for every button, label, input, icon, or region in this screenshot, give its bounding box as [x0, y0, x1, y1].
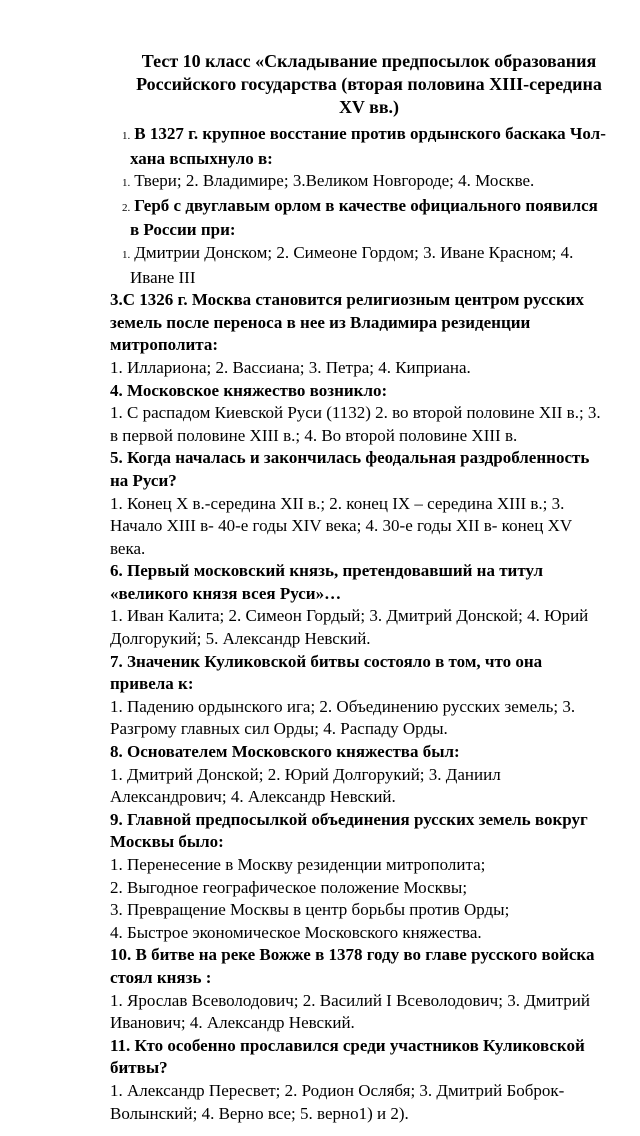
question-text: 10. В битве на реке Вожже в 1378 году во главе русского войска стоял князь :	[110, 945, 595, 987]
answer-options: 1. Конец X в.-середина XII в.; 2. конец IX – середина XIII в.; 3. Начало XIII в- 40-е годы XIV века; 4. 30-е годы XII в- конец XV века.	[110, 493, 572, 558]
question-5	[110, 447, 608, 560]
question-text: 6. Первый московский князь, претендовавший на титул «великого князя всея Руси»…	[110, 561, 544, 603]
question-text: 1. В 1327 г. крупное восстание против ордынского баскака Чол-хана вспыхнуло в:	[122, 124, 606, 168]
answer-options: 1. Ярослав Всеволодович; 2. Василий I Всеволодович; 3. Дмитрий Иванович; 4. Александр Невский.	[110, 990, 590, 1033]
list-number: 1.	[122, 130, 131, 142]
answer-option-4: 4. Быстрое экономическое Московского княжества.	[110, 922, 482, 942]
question-text: 3.С 1326 г. Москва становится религиозным центром русских земель после переноса в нее из Владимира резиденции митрополита:	[110, 290, 585, 355]
question-6	[110, 560, 608, 650]
list-number: 1.	[122, 177, 131, 190]
question-text: 5. Когда началась и закончилась феодальная раздробленность на Руси?	[110, 448, 590, 490]
question-text: 2. Герб с двуглавым орлом в качестве официального появился в России при:	[122, 195, 598, 240]
answer-options: 1. С распадом Киевской Руси (1132) 2. во второй половине XII в.; 3. в первой половине XIII в.; 4. Во второй половине XIII в.	[110, 403, 601, 445]
question-text: 9. Главной предпосылкой объединения русских земель вокруг Москвы было:	[110, 809, 588, 852]
question-text: 7. Значеник Куликовской битвы состояло в том, что она привела к:	[110, 651, 543, 694]
list-number: 2.	[122, 201, 131, 214]
question-1	[110, 123, 608, 195]
answer-options: 1. Падению ордынского ига; 2. Объединению русских земель; 3. Разгрому главных сил Орды; 4. Распаду Орды.	[110, 696, 576, 739]
question-3	[110, 289, 608, 379]
answer-option-3: 3. Превращение Москвы в центр борьбы против Орды;	[110, 900, 510, 920]
question-11	[110, 1035, 608, 1125]
question-text: 8. Основателем Московского княжества был:	[110, 742, 460, 762]
question-7	[110, 651, 608, 741]
answer-options: 1. Дмитрий Донской; 2. Юрий Долгорукий; 3. Даниил Александрович; 4. Александр Невский.	[110, 764, 501, 807]
question-10	[110, 944, 608, 1034]
answer-option-1: 1. Перенесение в Москву резиденции митрополита;	[110, 855, 486, 874]
answer-options: 1. Твери; 2. Владимире; 3.Великом Новгороде; 4. Москве.	[122, 171, 535, 191]
answer-options: 1. Александр Пересвет; 2. Родион Ослябя; 3. Дмитрий Боброк-Волынский; 4. Верно все; 5. верно1) и 2).	[110, 1080, 565, 1123]
answer-options: 1. Иван Калита; 2. Симеон Гордый; 3. Дмитрий Донской; 4. Юрий Долгорукий; 5. Александр Невский.	[110, 606, 589, 649]
document-title: Тест 10 класс «Складывание предпосылок образования Российского государства (вторая половина XIII-середина XV вв.)	[136, 51, 602, 117]
question-9	[110, 809, 608, 945]
answer-options: 1. Иллариона; 2. Вассиана; 3. Петра; 4. Киприана.	[110, 357, 471, 377]
question-2	[110, 195, 608, 289]
question-8	[110, 741, 608, 809]
question-text: 11. Кто особенно прославился среди участников Куликовской битвы?	[110, 1035, 585, 1078]
answer-options: 1. Дмитрии Донском; 2. Симеоне Гордом; 3. Иване Красном; 4. Иване III	[122, 242, 574, 287]
question-text: 4. Московское княжество возникло:	[110, 380, 388, 400]
answer-option-2: 2. Выгодное географическое положение Москвы;	[110, 877, 468, 897]
question-4	[110, 380, 608, 448]
list-number: 1.	[122, 248, 131, 261]
